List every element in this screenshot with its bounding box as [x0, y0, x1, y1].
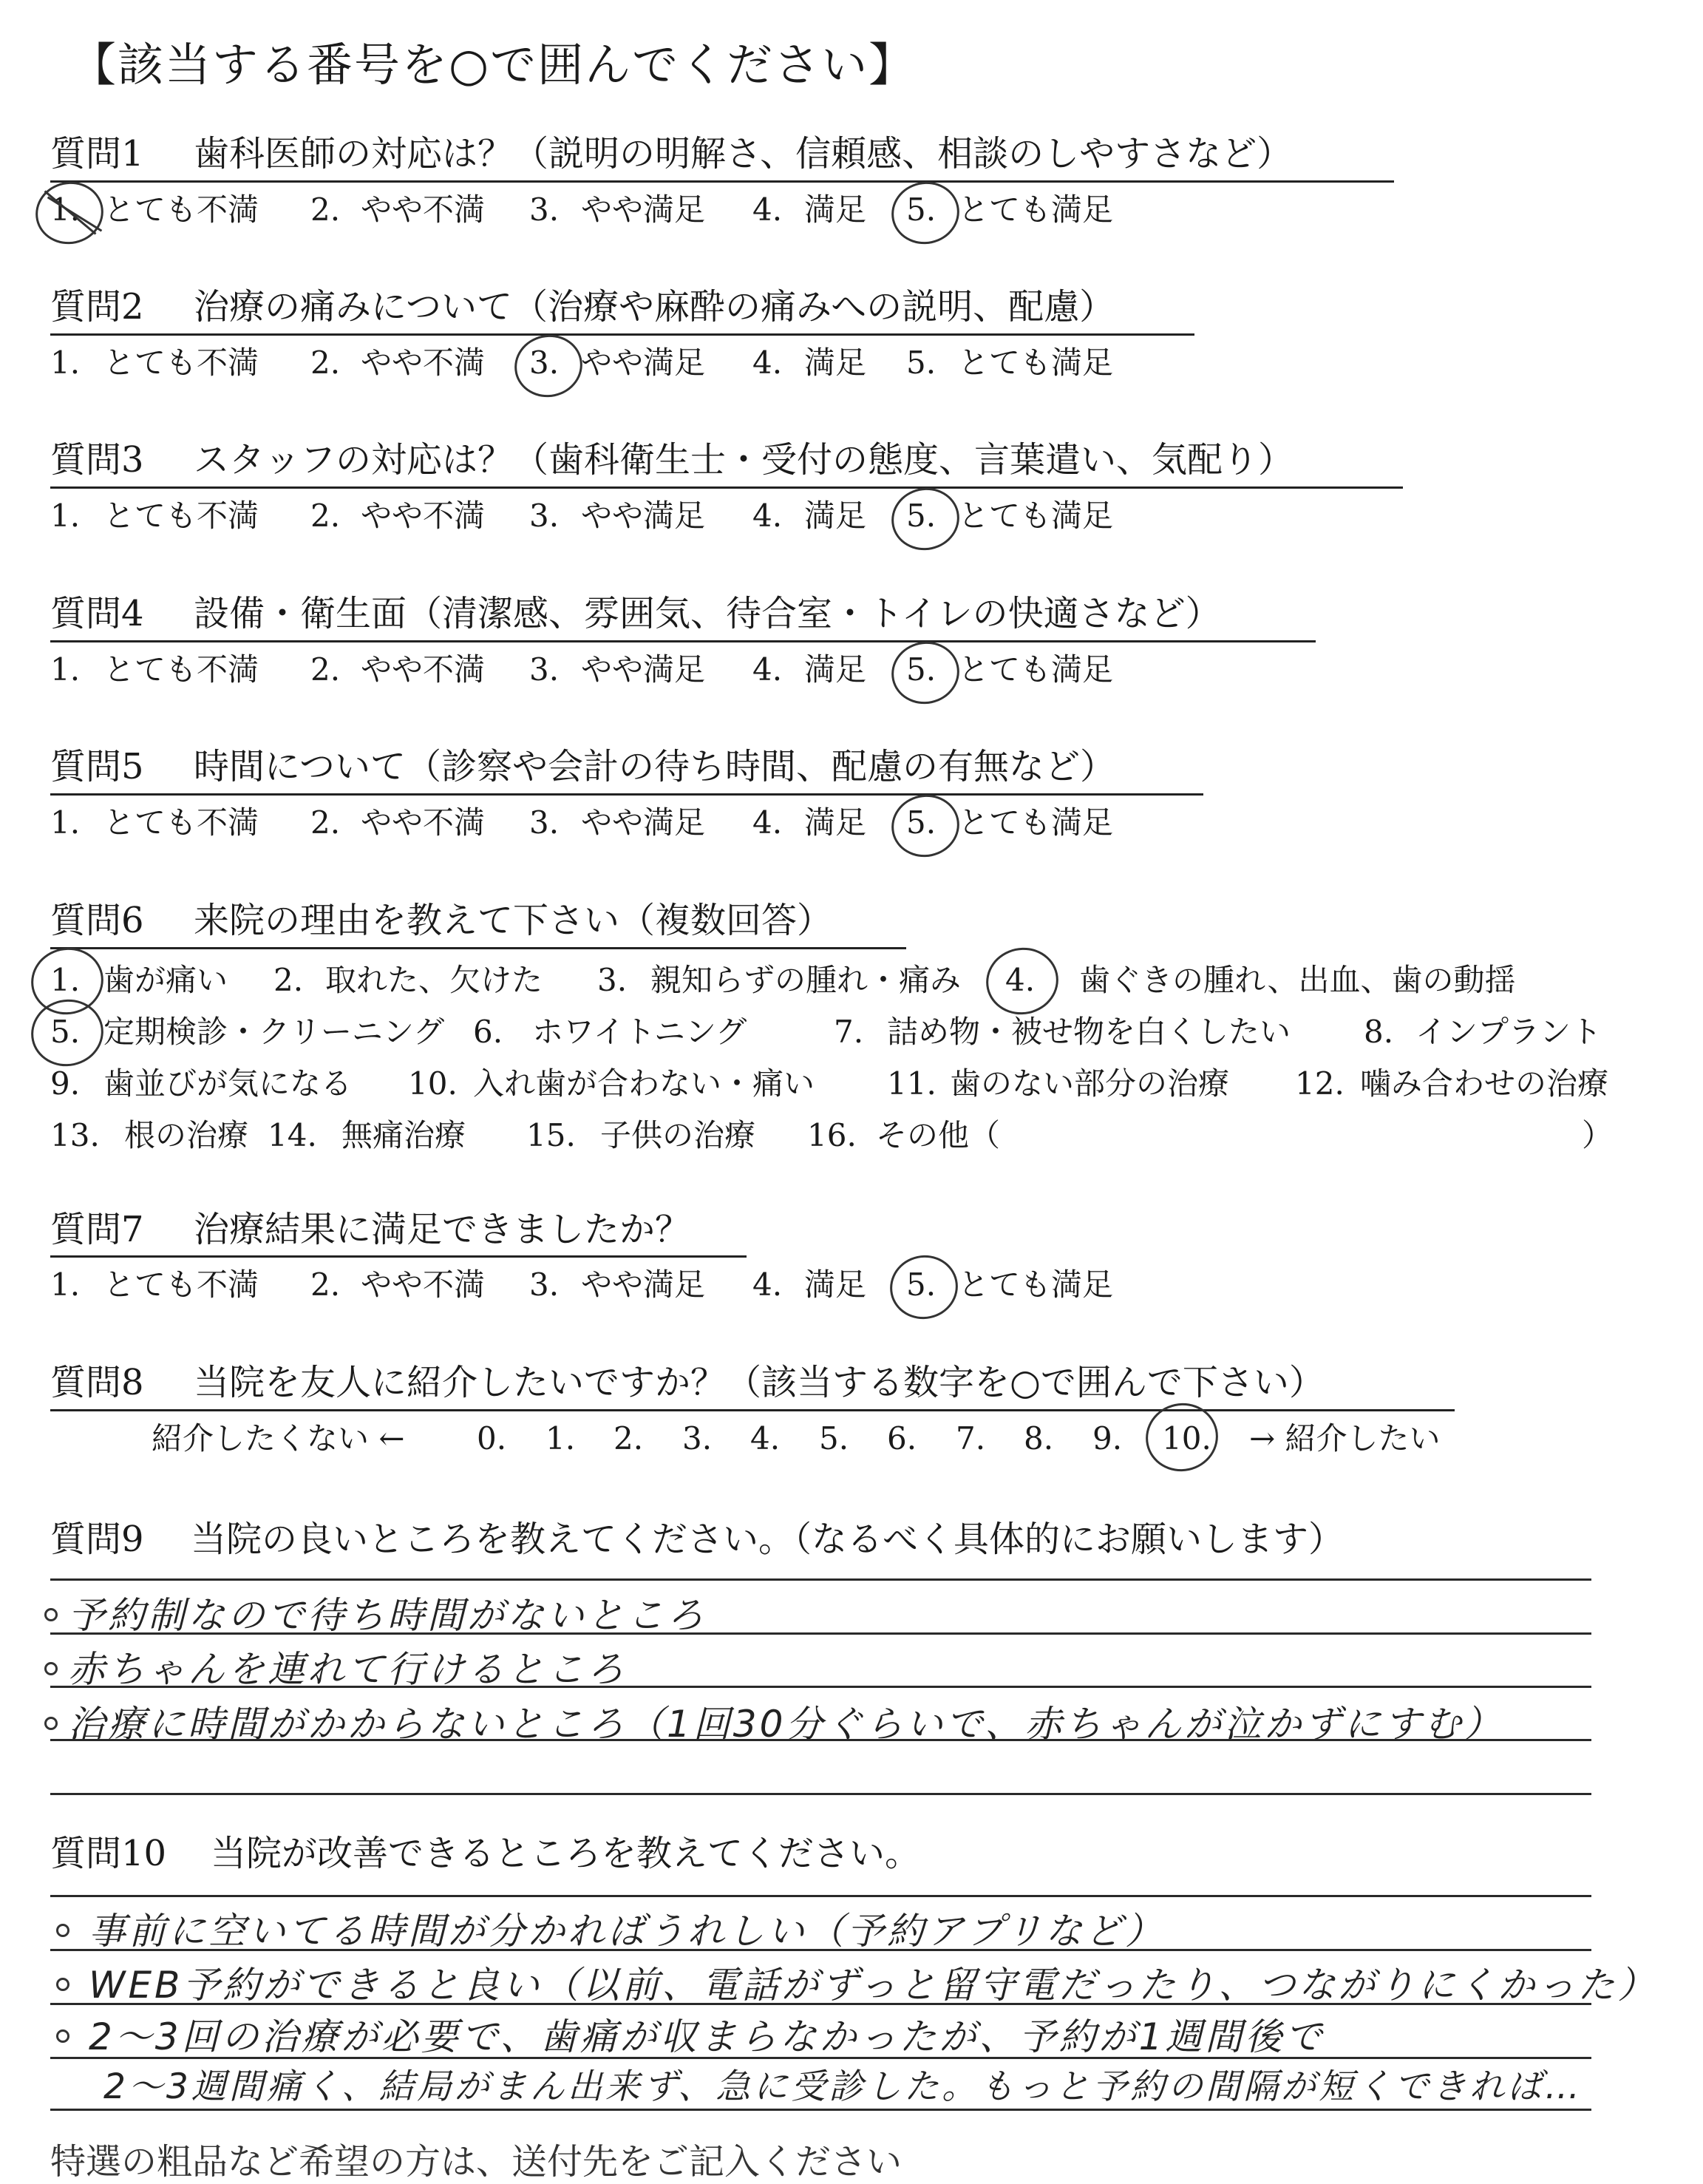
q2-label: 質問2 — [50, 286, 144, 328]
q6-reason-number[interactable]: 7. — [834, 1014, 864, 1050]
q8-right-label: → 紹介したい — [1249, 1420, 1441, 1456]
q4-option-5-number[interactable]: 5. — [906, 651, 937, 688]
q1-option-4-label: 満足 — [804, 191, 867, 228]
q1-option-5-label: とても満足 — [958, 191, 1114, 228]
q2-selected-circle — [509, 328, 588, 403]
q1-option-5-number[interactable]: 5. — [906, 191, 937, 228]
q8-text: 当院を友人に紹介したいですか？（該当する数字を○で囲んで下さい） — [194, 1362, 1325, 1403]
q6-reason-label: 取れた、欠けた — [325, 962, 543, 998]
q9-bullet — [44, 1662, 58, 1675]
q2-option-2-number[interactable]: 2. — [310, 345, 341, 381]
q1-selected-circle — [886, 175, 965, 250]
q7-option-label: やや満足 — [581, 1266, 706, 1303]
q6-reason-number[interactable]: 8. — [1364, 1014, 1394, 1050]
q7-option-number[interactable]: 4. — [752, 1266, 783, 1303]
q4-option-1-label: とても不満 — [103, 651, 259, 688]
q7-underline — [50, 1255, 747, 1258]
q4-option-3-label: やや満足 — [581, 651, 706, 688]
q7-option-label: とても満足 — [958, 1266, 1114, 1303]
q2-option-2-label: やや不満 — [361, 345, 486, 381]
q7-text: 治療結果に満足できましたか？ — [194, 1209, 691, 1250]
q6-reason-number[interactable]: 16. — [807, 1117, 857, 1153]
q8-left-label: 紹介したくない ← — [152, 1420, 405, 1456]
q6-reason-number[interactable]: 1. — [50, 962, 81, 998]
q1-option-3-label: やや満足 — [581, 191, 706, 228]
q6-reason-label: 子供の治療 — [600, 1117, 756, 1153]
q3-option-5-label: とても満足 — [958, 498, 1114, 534]
q7-option-number[interactable]: 3. — [529, 1266, 560, 1303]
q10-answer: WEB予約ができると良い（以前、電話がずっと留守電だったり、つながりにくかった） — [89, 1964, 1658, 2007]
q9-answer-rule — [50, 1578, 1591, 1581]
q6-reason-number[interactable]: 13. — [50, 1117, 100, 1153]
q1-option-1-number[interactable]: 1. — [50, 191, 81, 228]
q4-option-4-number[interactable]: 4. — [752, 651, 783, 688]
q4-option-3-number[interactable]: 3. — [529, 651, 560, 688]
q5-option-4-label: 満足 — [804, 804, 867, 841]
q5-option-3-label: やや満足 — [581, 804, 706, 841]
q4-text: 設備・衛生面（清潔感、雰囲気、待合室・トイレの快適さなど） — [194, 593, 1221, 634]
q7-option-label: やや不満 — [361, 1266, 486, 1303]
q6-selected-circle — [980, 941, 1065, 1021]
q7-option-number[interactable]: 2. — [310, 1266, 341, 1303]
q6-reason-label: 噛み合わせの治療 — [1360, 1065, 1609, 1102]
q3-option-2-label: やや不満 — [361, 498, 486, 534]
q3-option-1-label: とても不満 — [103, 498, 259, 534]
q10-answer-rule — [50, 1895, 1591, 1897]
q6-reason-number[interactable]: 9. — [50, 1065, 81, 1102]
q3-underline — [50, 486, 1403, 489]
q9-answer: 治療に時間がかからないところ（1回30分ぐらいで、赤ちゃんが泣かずにすむ） — [68, 1703, 1504, 1746]
q9-bullet — [44, 1717, 58, 1730]
q1-option-1-label: とても不満 — [103, 191, 259, 228]
q8-scale-5[interactable]: 5. — [819, 1420, 849, 1456]
q9-label: 質問9 — [50, 1519, 144, 1560]
q9-answer: 予約制なので待ち時間がないところ — [68, 1594, 707, 1637]
q2-option-4-number[interactable]: 4. — [752, 345, 783, 381]
q8-scale-10[interactable]: 10. — [1162, 1420, 1211, 1456]
q6-reason-number[interactable]: 14. — [268, 1117, 317, 1153]
q7-selected-circle — [884, 1249, 964, 1325]
q6-reason-label: その他（ — [876, 1117, 1001, 1153]
q1-underline — [50, 180, 1394, 183]
q1-text: 歯科医師の対応は？（説明の明解さ、信頼感、相談のしやすさなど） — [194, 133, 1293, 174]
q10-answer: 事前に空いてる時間が分かればうれしい（予約アプリなど） — [89, 1910, 1165, 1953]
q3-selected-circle — [886, 481, 965, 556]
q5-option-1-label: とても不満 — [103, 804, 259, 841]
q6-label: 質問6 — [50, 900, 144, 941]
q7-option-label: とても不満 — [103, 1266, 259, 1303]
q6-reason-number[interactable]: 12. — [1295, 1065, 1345, 1102]
q6-reason-label: 歯が痛い — [103, 962, 228, 998]
q2-option-1-label: とても不満 — [103, 345, 259, 381]
q2-underline — [50, 333, 1194, 336]
q6-reason-label: 歯のない部分の治療 — [950, 1065, 1230, 1102]
q4-selected-circle — [886, 635, 965, 710]
q3-option-2-number[interactable]: 2. — [310, 498, 341, 534]
q5-option-3-number[interactable]: 3. — [529, 804, 560, 841]
q8-scale-1[interactable]: 1. — [545, 1420, 576, 1456]
q4-option-5-label: とても満足 — [958, 651, 1114, 688]
q4-option-1-number[interactable]: 1. — [50, 651, 81, 688]
q3-option-4-number[interactable]: 4. — [752, 498, 783, 534]
q7-option-number[interactable]: 1. — [50, 1266, 81, 1303]
q6-reason-number[interactable]: 10. — [408, 1065, 458, 1102]
q1-option-3-number[interactable]: 3. — [529, 191, 560, 228]
q5-option-5-label: とても満足 — [958, 804, 1114, 841]
q6-reason-label: インプラント — [1415, 1014, 1602, 1050]
q6-reason-number[interactable]: 15. — [526, 1117, 576, 1153]
q2-option-3-number[interactable]: 3. — [529, 345, 560, 381]
q6-reason-label: 入れ歯が合わない・痛い — [473, 1065, 815, 1102]
q6-reason-label: ホワイトニング — [532, 1014, 747, 1050]
q3-text: スタッフの対応は？（歯科衛生士・受付の態度、言葉遣い、気配り） — [194, 439, 1294, 481]
q8-scale-9[interactable]: 9. — [1092, 1420, 1123, 1456]
q10-label: 質問10 — [50, 1833, 167, 1874]
q6-reason-number[interactable]: 11. — [887, 1065, 937, 1102]
q10-bullet — [56, 2029, 69, 2043]
q8-scale-7[interactable]: 7. — [956, 1420, 986, 1456]
q10-text: 当院が改善できるところを教えてください。 — [211, 1833, 921, 1874]
q5-option-4-number[interactable]: 4. — [752, 804, 783, 841]
q3-option-3-number[interactable]: 3. — [529, 498, 560, 534]
q8-label: 質問8 — [50, 1362, 144, 1403]
q2-option-5-number[interactable]: 5. — [906, 345, 937, 381]
q4-underline — [50, 640, 1316, 642]
q9-text: 当院の良いところを教えてください。（なるべく具体的にお願いします） — [191, 1519, 1345, 1560]
q6-reason-label: 歯並びが気になる — [103, 1065, 353, 1102]
q1-label: 質問1 — [50, 133, 144, 174]
q6-reason-label: 親知らずの腫れ・痛み — [650, 962, 962, 998]
q3-option-4-label: 満足 — [804, 498, 867, 534]
q6-selected-circle — [25, 993, 110, 1073]
q6-reason-label: 歯ぐきの腫れ、出血、歯の動揺 — [1079, 962, 1516, 998]
q9-answer: 赤ちゃんを連れて行けるところ — [68, 1648, 627, 1691]
q8-scale-4[interactable]: 4. — [750, 1420, 781, 1456]
q9-bullet — [44, 1608, 58, 1621]
q2-option-3-label: やや満足 — [581, 345, 706, 381]
q4-option-4-label: 満足 — [804, 651, 867, 688]
q7-option-number[interactable]: 5. — [906, 1266, 937, 1303]
q10-answer-rule — [50, 2109, 1591, 2111]
q10-answer: 2〜3回の治療が必要で、歯痛が収まらなかったが、予約が1週間後で — [89, 2015, 1325, 2058]
q5-underline — [50, 793, 1203, 796]
q6-reason-label: 定期検診・クリーニング — [103, 1014, 445, 1050]
q5-label: 質問5 — [50, 746, 144, 787]
q5-selected-circle — [886, 788, 965, 863]
q4-option-2-label: やや不満 — [361, 651, 486, 688]
q7-option-label: 満足 — [804, 1266, 867, 1303]
q5-option-5-number[interactable]: 5. — [906, 804, 937, 841]
q2-text: 治療の痛みについて（治療や麻酔の痛みへの説明、配慮） — [194, 286, 1115, 328]
page-title: 【該当する番号を○で囲んでください】 — [70, 38, 917, 92]
q2-option-4-label: 満足 — [804, 345, 867, 381]
q8-underline — [50, 1409, 1455, 1411]
q1-option-2-label: やや不満 — [361, 191, 486, 228]
q10-answer: 2〜3週間痛く、結局がまん出来ず、急に受診した。もっと予約の間隔が短くできれば… — [103, 2066, 1583, 2107]
q6-reason-number[interactable]: 2. — [273, 962, 304, 998]
q6-reason-number[interactable]: 3. — [597, 962, 628, 998]
q6-reason-number[interactable]: 6. — [473, 1014, 503, 1050]
q5-option-2-number[interactable]: 2. — [310, 804, 341, 841]
q1-option-2-number[interactable]: 2. — [310, 191, 341, 228]
q3-option-3-label: やや満足 — [581, 498, 706, 534]
q4-label: 質問4 — [50, 593, 144, 634]
q6-reason-number[interactable]: 4. — [1005, 962, 1036, 998]
q6-text: 来院の理由を教えて下さい（複数回答） — [194, 900, 833, 941]
q7-label: 質問7 — [50, 1209, 144, 1250]
q5-option-2-label: やや不満 — [361, 804, 486, 841]
q2-option-1-number[interactable]: 1. — [50, 345, 81, 381]
q10-bullet — [56, 1924, 69, 1937]
q3-label: 質問3 — [50, 439, 144, 481]
q8-scale-6[interactable]: 6. — [887, 1420, 917, 1456]
q8-scale-3[interactable]: 3. — [682, 1420, 713, 1456]
q4-option-2-number[interactable]: 2. — [310, 651, 341, 688]
q6-reason-label: 根の治療 — [124, 1117, 249, 1153]
q8-scale-0[interactable]: 0. — [477, 1420, 507, 1456]
q8-scale-2[interactable]: 2. — [613, 1420, 644, 1456]
q6-reason-label: 詰め物・被せ物を白くしたい — [887, 1014, 1291, 1050]
q6-reason-number[interactable]: 5. — [50, 1014, 81, 1050]
footer-text: 特選の粗品など希望の方は、送付先をご記入ください — [50, 2141, 903, 2183]
q6-reason-label: ） — [1582, 1117, 1614, 1153]
q10-bullet — [56, 1978, 69, 1991]
q6-underline — [50, 947, 906, 949]
q6-reason-label: 無痛治療 — [341, 1117, 466, 1153]
q2-option-5-label: とても満足 — [958, 345, 1114, 381]
q1-option-4-number[interactable]: 4. — [752, 191, 783, 228]
q3-option-1-number[interactable]: 1. — [50, 498, 81, 534]
q8-scale-8[interactable]: 8. — [1024, 1420, 1054, 1456]
q3-option-5-number[interactable]: 5. — [906, 498, 937, 534]
q9-answer-rule — [50, 1793, 1591, 1795]
q5-option-1-number[interactable]: 1. — [50, 804, 81, 841]
q5-text: 時間について（診察や会計の待ち時間、配慮の有無など） — [194, 746, 1116, 787]
